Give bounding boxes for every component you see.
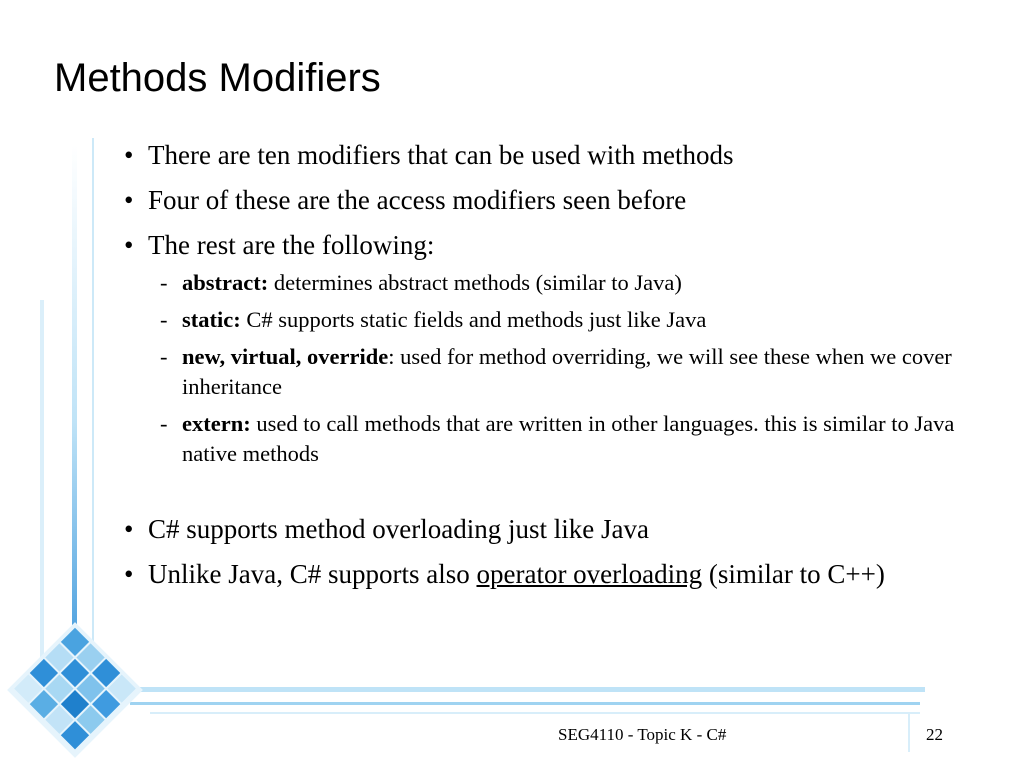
page-number: 22 [926, 725, 943, 744]
horizontal-bar-thin [150, 712, 920, 714]
sub-item-static [112, 305, 992, 335]
bullet-text: Four of these are the access modifiers seen before [148, 185, 687, 215]
sub-item-term: static: [182, 307, 241, 332]
bullet-text: There are ten modifiers that can be used with methods [148, 140, 734, 170]
dash-marker: - [160, 307, 168, 332]
sub-item-text: determines abstract methods (similar to Java) [268, 270, 682, 295]
vertical-bar-left [40, 300, 44, 700]
slide-body [112, 140, 992, 604]
sub-item-text: : used for method overriding, we will see these when we cover inheritance [182, 344, 952, 399]
dash-marker: - [160, 411, 168, 436]
bullet-text-before: Unlike Java, C# supports also [148, 559, 477, 589]
diamond-mosaic [7, 622, 143, 758]
sub-item-term: extern: [182, 411, 251, 436]
footer-text: SEG4110 - Topic K - C# [558, 725, 727, 744]
dash-marker: - [160, 270, 168, 295]
sub-item-text: C# supports static fields and methods just like Java [240, 307, 707, 332]
sub-item-extern [112, 409, 992, 469]
bullet-text: C# supports method overloading just like Java [148, 514, 649, 544]
bullet-marker: • [124, 559, 134, 589]
operator-overloading-link[interactable]: operator overloading [476, 559, 703, 589]
sub-item-abstract [112, 268, 992, 298]
bullet-marker: • [124, 230, 134, 260]
bullet-marker: • [124, 514, 134, 544]
vertical-bar-thin [92, 138, 94, 728]
bullet-item [112, 185, 992, 215]
slide-title: Methods Modifiers [54, 56, 381, 100]
horizontal-bar-mid [130, 702, 920, 705]
bullet-text: The rest are the following: [148, 230, 435, 260]
bullet-item [112, 514, 992, 544]
bullet-marker: • [124, 140, 134, 170]
bullet-item [112, 559, 992, 589]
horizontal-bar-thick [120, 687, 925, 692]
dash-marker: - [160, 344, 168, 369]
footer-divider [908, 712, 910, 752]
bullet-marker: • [124, 185, 134, 215]
bullet-item [112, 230, 992, 260]
sub-item-text: used to call methods that are written in other languages. this is similar to Java native methods [182, 411, 955, 466]
vertical-bar-thick [72, 145, 77, 700]
sub-item-term: abstract: [182, 270, 269, 295]
sub-item-override [112, 342, 992, 402]
sub-item-term: new, virtual, override [182, 344, 389, 369]
bullet-text-after: (similar to C++) [702, 559, 885, 589]
bullet-item [112, 140, 992, 170]
